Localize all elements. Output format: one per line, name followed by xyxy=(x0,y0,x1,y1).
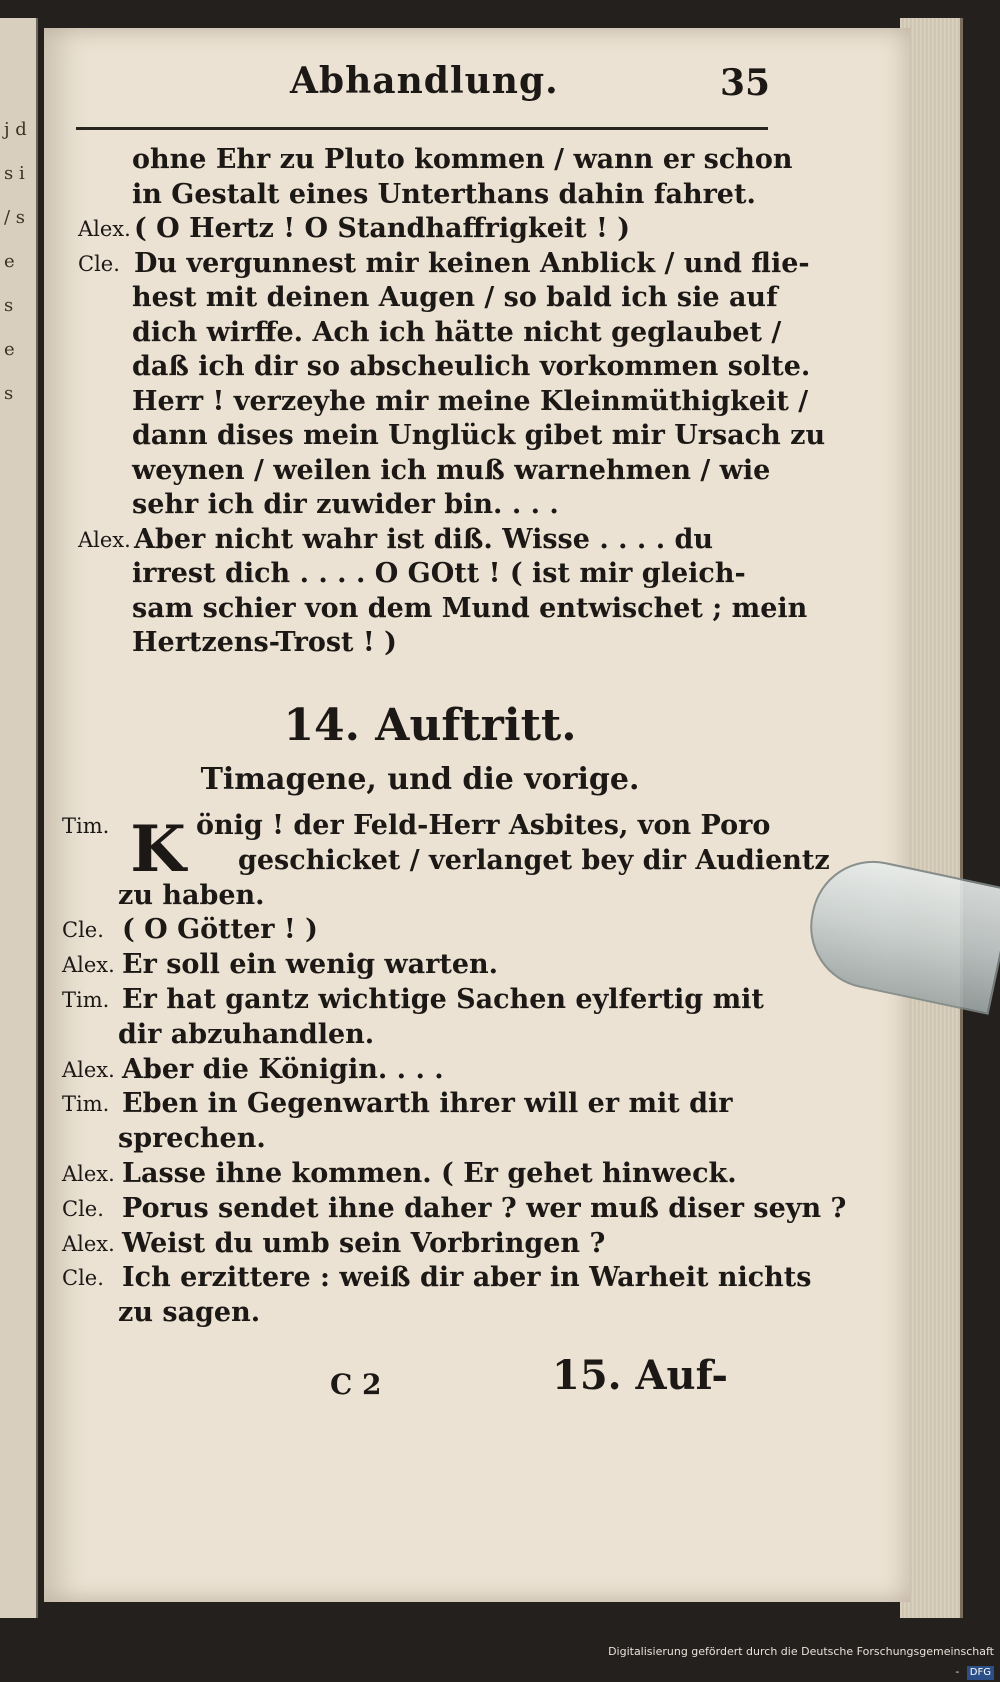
text-line: önig ! der Feld-Herr Asbites, von Poro xyxy=(196,810,771,841)
text-line: Herr ! verzeyhe mir meine Kleinmüthigkeit / xyxy=(132,385,809,417)
digitization-footer xyxy=(604,1642,994,1678)
text-line: irrest dich . . . . O GOtt ! ( ist mir gleich- xyxy=(132,558,746,589)
text-line: ( O Götter ! ) xyxy=(122,914,318,946)
scene-title: 14. Auftritt. xyxy=(283,700,577,751)
text-line: weynen / weilen ich muß warnehmen / wie xyxy=(132,454,771,486)
text-line: Eben in Gegenwarth ihrer will er mit dir xyxy=(122,1088,733,1120)
text-line: Porus sendet ihne daher ? wer muß diser seyn ? xyxy=(122,1192,847,1224)
text-line: zu sagen. xyxy=(118,1297,261,1329)
signature-mark: C 2 xyxy=(330,1368,382,1401)
text-line: Du vergunnest mir keinen Anblick / und flie- xyxy=(134,247,810,279)
text-line: sprechen. xyxy=(118,1123,266,1155)
text-line: Er soll ein wenig warten. xyxy=(122,949,499,981)
text-line: zu haben. xyxy=(118,879,265,911)
speaker-label: Alex. xyxy=(62,1162,115,1186)
text-line: in Gestalt eines Unterthans dahin fahret. xyxy=(132,178,756,210)
speaker-label: Alex. xyxy=(78,527,131,552)
text-line: Weist du umb sein Vorbringen ? xyxy=(122,1227,606,1259)
speaker-label: Cle. xyxy=(62,1196,104,1221)
text-line: daß ich dir so abscheulich vorkommen solte. xyxy=(132,351,811,382)
speaker-label: Tim. xyxy=(62,988,110,1012)
text-line: dir abzuhandlen. xyxy=(118,1018,375,1050)
speaker-label: Cle. xyxy=(62,1266,104,1291)
footer-text: Digitalisierung gefördert durch die Deutsche Forschungsgemeinschaft - xyxy=(608,1645,994,1678)
text-line: Ich erzittere : weiß dir aber in Warheit nichts xyxy=(122,1262,812,1294)
running-head: Abhandlung. xyxy=(290,60,559,102)
text-line: dann dises mein Unglück gibet mir Ursach zu xyxy=(132,420,826,451)
speaker-label: Alex. xyxy=(62,1231,115,1256)
decorated-initial: K xyxy=(130,812,186,887)
text-line: ( O Hertz ! O Standhaffrigkeit ! ) xyxy=(134,213,631,244)
text-line: ohne Ehr zu Pluto kommen / wann er schon xyxy=(132,144,793,175)
speaker-label: Cle. xyxy=(78,251,120,276)
dfg-logo: DFG xyxy=(967,1666,994,1680)
speaker-label: Alex. xyxy=(62,1057,115,1082)
text-line: Lasse ihne kommen. ( Er gehet hinweck. xyxy=(122,1158,737,1189)
left-page-edge xyxy=(0,18,38,1618)
speaker-label: Tim. xyxy=(62,814,110,838)
catchword: 15. Auf- xyxy=(552,1352,729,1399)
speaker-label: Alex. xyxy=(62,953,115,978)
text-line: geschicket / verlanget bey dir Audientz xyxy=(238,844,830,876)
text-line: Er hat gantz wichtige Sachen eylfertig mit xyxy=(122,984,764,1015)
speaker-label: Tim. xyxy=(62,1092,110,1117)
header-rule xyxy=(76,127,768,130)
scene-persons: Timagene, und die vorige. xyxy=(200,762,640,797)
text-line: Aber die Königin. . . . xyxy=(122,1053,444,1085)
text-line: dich wirffe. Ach ich hätte nicht geglaubet / xyxy=(132,316,782,348)
speaker-label: Cle. xyxy=(62,918,104,943)
speaker-label: Alex. xyxy=(78,217,131,241)
text-line: Aber nicht wahr ist diß. Wisse . . . . du xyxy=(134,523,714,555)
text-line: sam schier von dem Mund entwischet ; mein xyxy=(132,592,808,624)
text-line: Hertzens-Trost ! ) xyxy=(132,627,397,658)
text-line: hest mit deinen Augen / so bald ich sie auf xyxy=(132,282,778,313)
page-number: 35 xyxy=(720,62,771,104)
left-page-edge-text: j d s i / s e s e s xyxy=(4,119,27,404)
text-line: sehr ich dir zuwider bin. . . . xyxy=(132,489,559,520)
